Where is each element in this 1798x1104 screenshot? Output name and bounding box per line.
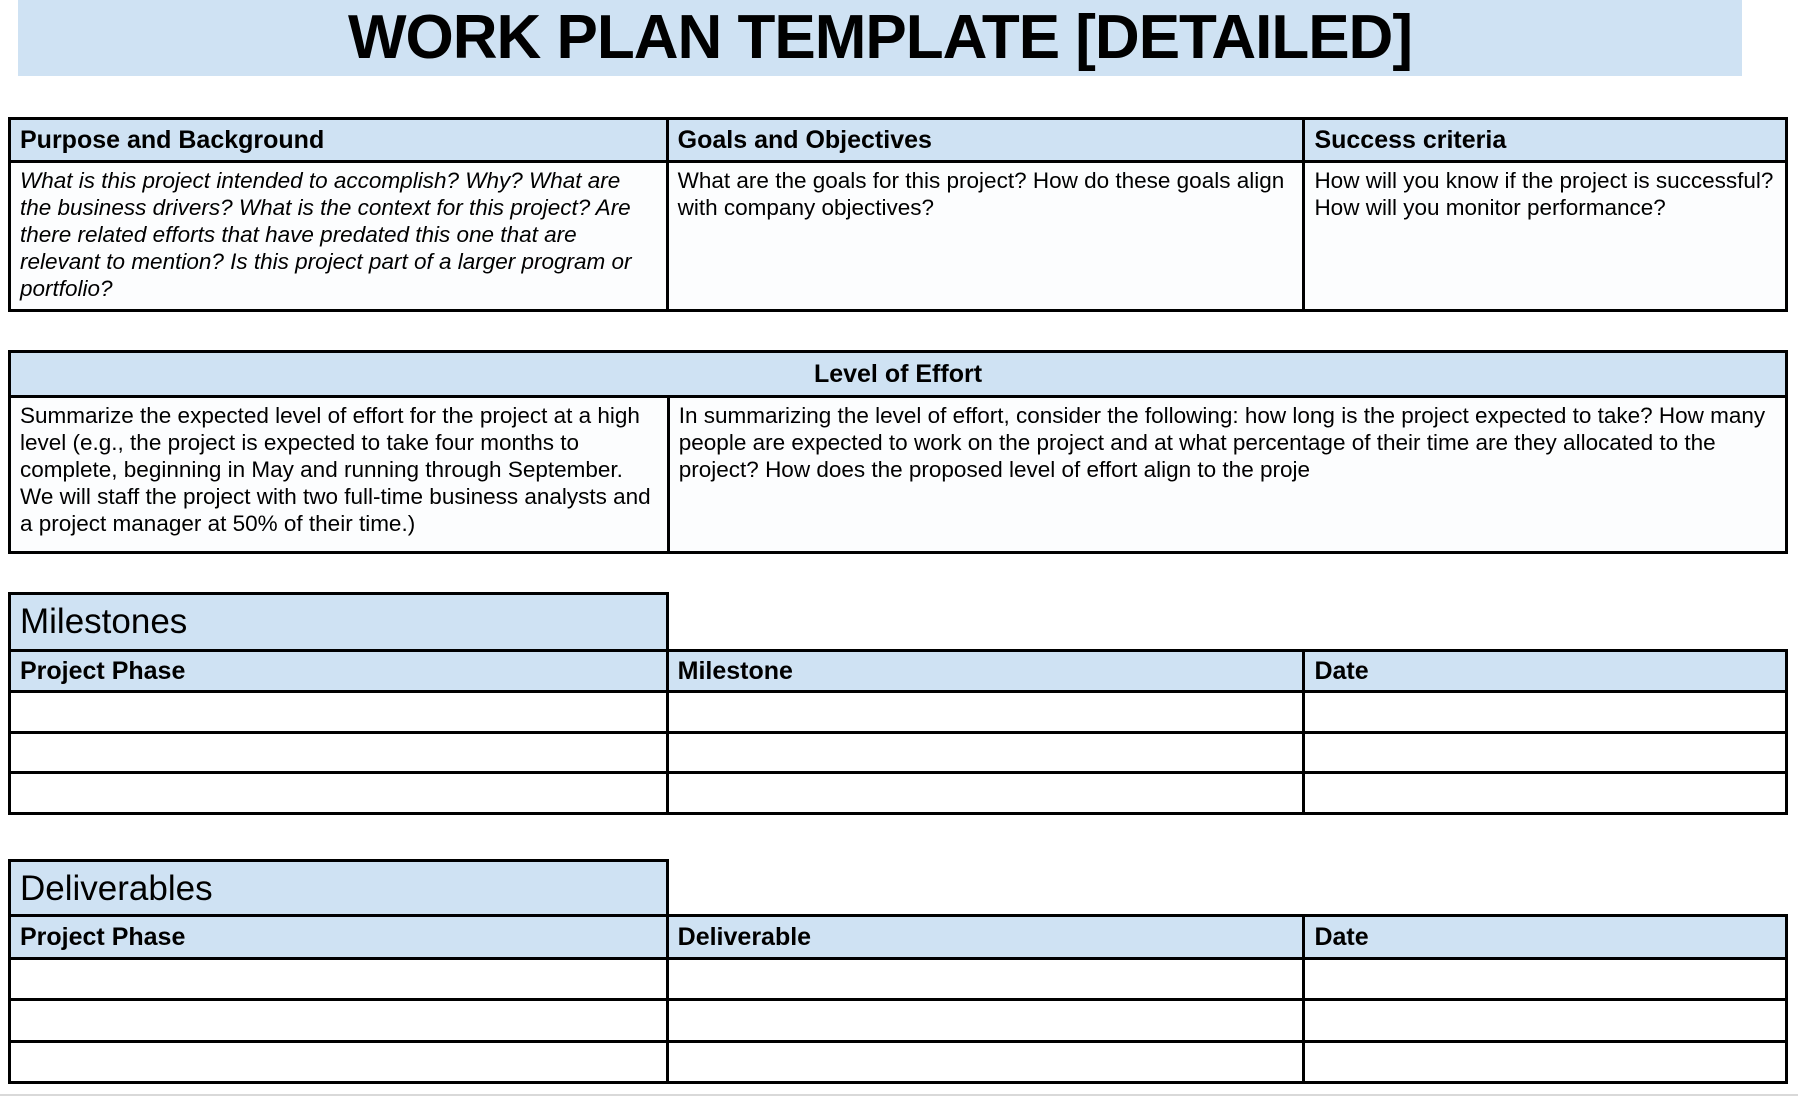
milestones-row2-milestone-cell[interactable] xyxy=(669,734,1303,772)
deliverables-row1-deliverable-cell[interactable] xyxy=(669,960,1303,998)
milestones-row2-phase-cell[interactable] xyxy=(11,734,666,772)
milestones-row2-date-cell[interactable] xyxy=(1305,734,1785,772)
goals-header-cell[interactable]: Goals and Objectives xyxy=(669,120,1303,160)
milestones-row3-milestone-cell[interactable] xyxy=(669,774,1303,812)
overview-table xyxy=(8,117,1788,312)
milestones-table xyxy=(8,649,1788,815)
deliverables-date-header[interactable]: Date xyxy=(1305,917,1785,957)
deliverables-section-title[interactable] xyxy=(8,859,669,919)
milestones-row3-phase-cell[interactable] xyxy=(11,774,666,812)
goals-body-cell[interactable]: What are the goals for this project? How do these goals align with company objectives? xyxy=(669,163,1303,309)
purpose-header-cell[interactable]: Purpose and Background xyxy=(11,120,666,160)
milestones-row3-date-cell[interactable] xyxy=(1305,774,1785,812)
deliverables-row1-date-cell[interactable] xyxy=(1305,960,1785,998)
deliverables-row2-date-cell[interactable] xyxy=(1305,1001,1785,1039)
level-of-effort-table xyxy=(8,350,1788,554)
deliverables-project-phase-header[interactable]: Project Phase xyxy=(11,917,666,957)
milestones-section-title[interactable] xyxy=(8,592,669,652)
deliverables-row3-deliverable-cell[interactable] xyxy=(669,1043,1303,1081)
milestones-row1-milestone-cell[interactable] xyxy=(669,693,1303,731)
purpose-body-cell[interactable]: What is this project intended to accomplish? Why? What are the business drivers? What is the context for this project? Are there related efforts that have predated this one that are relevant to mention? Is this project part of a larger program or portfolio? xyxy=(11,163,666,309)
milestones-row1-phase-cell[interactable] xyxy=(11,693,666,731)
deliverables-row1-phase-cell[interactable] xyxy=(11,960,666,998)
success-header-cell[interactable]: Success criteria xyxy=(1305,120,1785,160)
milestones-row1-date-cell[interactable] xyxy=(1305,693,1785,731)
level-of-effort-header-cell[interactable]: Level of Effort xyxy=(11,353,1785,395)
success-body-cell[interactable]: How will you know if the project is successful? How will you monitor performance? xyxy=(1305,163,1785,309)
deliverables-row2-deliverable-cell[interactable] xyxy=(669,1001,1303,1039)
milestones-milestone-header[interactable]: Milestone xyxy=(669,652,1303,690)
level-of-effort-summary-cell[interactable]: Summarize the expected level of effort for the project at a high level (e.g., the project is expected to take four months to complete, beginning in May and running through September. We will staff the project with two full-time business analysts and a project manager at 50% of their time.) xyxy=(11,398,667,551)
milestones-title-label: Milestones xyxy=(20,602,188,641)
page-gridline xyxy=(0,1094,1798,1096)
deliverables-deliverable-header[interactable]: Deliverable xyxy=(669,917,1303,957)
milestones-date-header[interactable]: Date xyxy=(1305,652,1785,690)
deliverables-row3-date-cell[interactable] xyxy=(1305,1043,1785,1081)
milestones-project-phase-header[interactable]: Project Phase xyxy=(11,652,666,690)
page-title: WORK PLAN TEMPLATE [DETAILED] xyxy=(348,3,1412,72)
deliverables-title-label: Deliverables xyxy=(20,869,213,908)
title-banner xyxy=(18,0,1742,76)
level-of-effort-considerations-cell[interactable]: In summarizing the level of effort, consider the following: how long is the project expected to take? How many people are expected to work on the project and at what percentage of their time are they allocated to the project? How does the proposed level of effort align to the proje xyxy=(670,398,1785,551)
deliverables-row3-phase-cell[interactable] xyxy=(11,1043,666,1081)
deliverables-row2-phase-cell[interactable] xyxy=(11,1001,666,1039)
deliverables-table xyxy=(8,914,1788,1084)
